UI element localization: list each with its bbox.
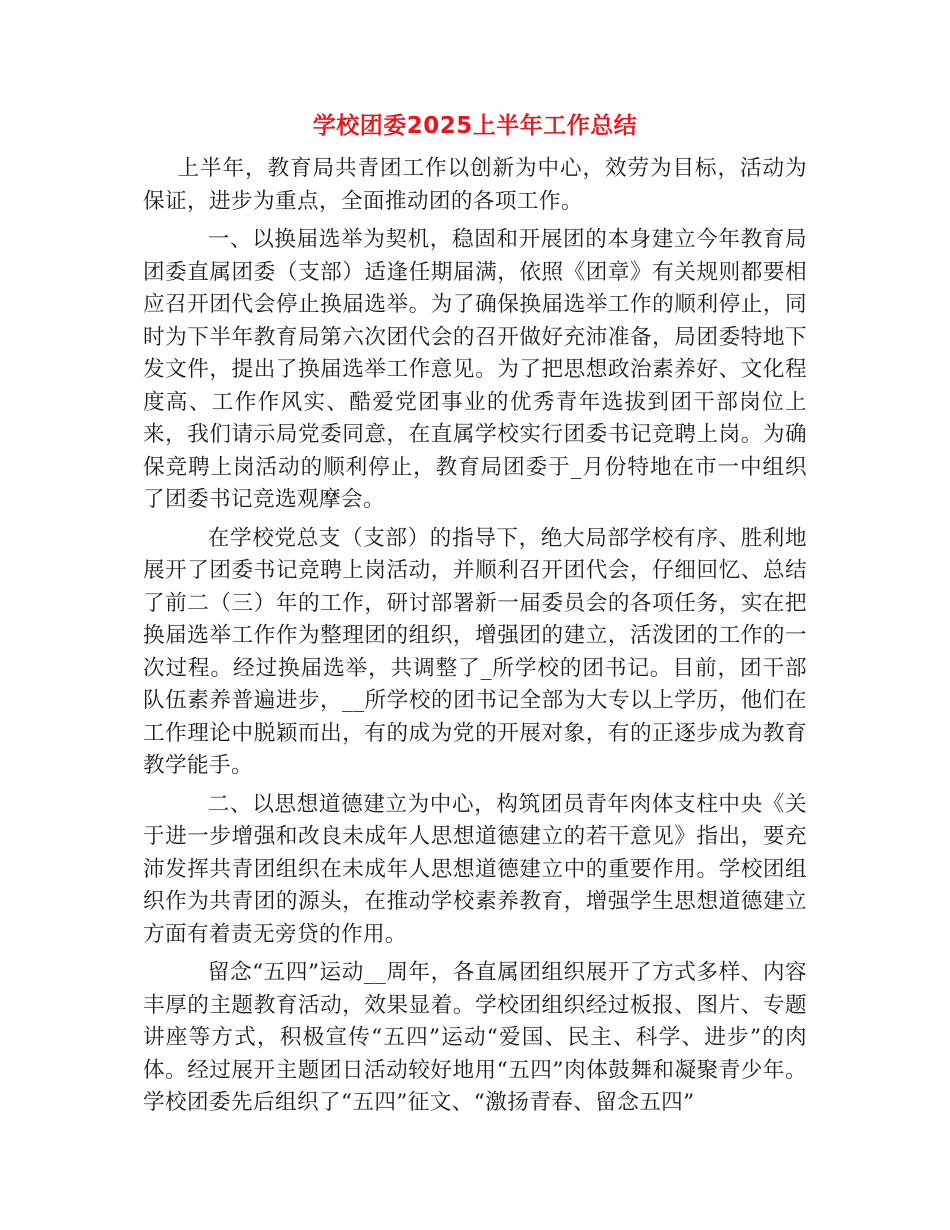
paragraph-may-fourth: 留念“五四”运动__周年，各直属团组织展开了方式多样、内容丰厚的主题教育活动，效果显着。学校团组织经过板报、图片、专题讲座等方式，积极宣传“五四”运动“爱国、民主、科学、进步”的肉体。经过展开主题团日活动较好地用“五四”肉体鼓舞和凝聚青少年。学校团委先后组织了“五四”征文、“激扬青春、留念五四” — [143, 960, 807, 1115]
paragraph-section-one: 一、以换届选举为契机，稳固和开展团的本身建立今年教育局团委直属团委（支部）适逢任期届满，依照《团章》有关规则都要相应召开团代会停止换届选举。为了确保换届选举工作的顺利停止，同时为下半年教育局第六次团代会的召开做好充沛准备，局团委特地下发文件，提出了换届选举工作意见。为了把思想政治素养好、文化程度高、工作作风实、酷爱党团事业的优秀青年选拔到团干部岗位上来，我们请示局党委同意，在直属学校实行团委书记竞聘上岗。为确保竞聘上岗活动的顺利停止，教育局团委于_月份特地在市一中组织了团委书记竞选观摩会。 — [143, 227, 807, 512]
paragraph-party-guidance: 在学校党总支（支部）的指导下，绝大局部学校有序、胜利地展开了团委书记竞聘上岗活动，并顺利召开团代会，仔细回忆、总结了前二（三）年的工作，研讨部署新一届委员会的各项任务，实在把换届选举工作作为整理团的组织，增强团的建立，活泼团的工作的一次过程。经过换届选举，共调整了_所学校的团书记。目前，团干部队伍素养普遍进步，__所学校的团书记全部为大专以上学历，他们在工作理论中脱颖而出，有的成为党的开展对象，有的正逐步成为教育教学能手。 — [143, 525, 807, 778]
document-body — [143, 153, 807, 1120]
document-title: 学校团委2025上半年工作总结 — [312, 113, 638, 139]
paragraph-intro: 上半年，教育局共青团工作以创新为中心，效劳为目标，活动为保证，进步为重点，全面推动团的各项工作。 — [143, 156, 807, 214]
paragraph-section-two: 二、以思想道德建立为中心，构筑团员青年肉体支柱中央《关于进一步增强和改良未成年人思想道德建立的若干意见》指出，要充沛发挥共青团组织在未成年人思想道德建立中的重要作用。学校团组织作为共青团的源头，在推动学校素养教育，增强学生思想道德建立方面有着责无旁贷的作用。 — [143, 791, 807, 947]
